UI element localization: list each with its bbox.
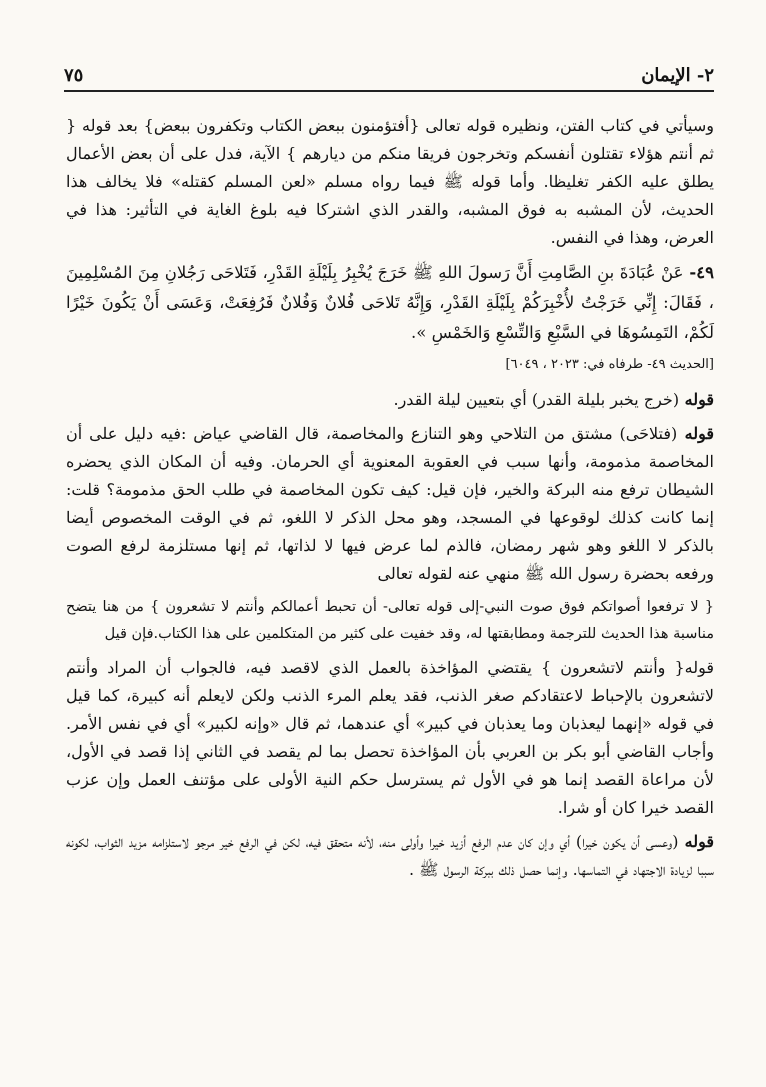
commentary-paragraph: [66, 828, 714, 884]
paragraph-text: عَنْ عُبَادَةَ بنِ الصَّامِتِ أَنَّ رَسولَ اللهِ ﷺ خَرَجَ يُخْبِرُ بِلَيْلَةِ القَدْرِ، فَتَلاحَى رَجُلانِ مِنَ المُسْلِمِينَ ، فَقَالَ: إِنِّي خَرَجْتُ لأُخْبِرَكُمْ بِلَيْلَةِ القَدْرِ، وَإِنَّهُ تَلاحَى فُلانٌ وَفُلانٌ فَرُفِعَتْ، وَعَسَى أَنْ يَكُونَ خَيْرًا لَكُمْ، التَمِسُوهَا في السَّبْعِ وَالتِّسْعِ وَالخَمْسِ ».: [66, 263, 714, 342]
commentary-paragraph: [66, 594, 714, 648]
hadith-reference: [66, 354, 714, 376]
header-rule: [64, 90, 714, 92]
commentary-paragraph: [66, 420, 714, 588]
commentary-paragraph: [66, 112, 714, 252]
paragraph-text: وسيأتي في كتاب الفتن، ونظيره قوله تعالى {أفتؤمنون ببعض الكتاب وتكفرون ببعض} بعد قوله { ثم أنتم هؤلاء تقتلون أنفسكم وتخرجون فريقا منكم من ديارهم } الآية، فدل على أن بعض الأعمال يطلق عليه الكفر تغليظا. وأما قوله ﷺ فيما رواه مسلم «لعن المسلم كقتله» فلا يخالف هذا الحديث، لأن المشبه به فوق المشبه، والقدر الذي اشتركا فيه بلوغ الغاية في التأثير: هذا في العرض، وهذا في النفس.: [66, 116, 714, 247]
page-header: [64, 60, 714, 86]
paragraph-text: { لا ترفعوا أصواتكم فوق صوت النبي-إلى قوله تعالى- أن تحبط أعمالكم وأنتم لا تشعرون } من هنا يتضح مناسبة هذا الحديث للترجمة ومطابقتها له، وقد خفيت على كثير من المتكلمين على هذا الكتاب.فإن قيل: [66, 599, 714, 642]
hadith-text: [66, 258, 714, 348]
commentary-paragraph: [66, 386, 714, 414]
paragraph-lead: ٤٩-: [683, 263, 715, 282]
paragraph-text: (فتلاحَى) مشتق من التلاحي وهو التنازع والمخاصمة، قال القاضي عياض :فيه دليل على أن المخاصمة مذمومة، وأنها سبب في العقوبة المعنوية أي الحرمان. وفيه أن المكان الذي يحضره الشيطان ترفع منه البركة والخير، فإن قيل: كيف تكون المخاصمة في طلب الحق مذمومة؟ قلت: إنما كانت كذلك لوقوعها في المسجد، وهو محل الذكر لا اللغو، ثم في الوقت المخصوص أيضا بالذكر لا اللغو وهو شهر رمضان، فالذم لما عرض فيها لا لذاتها، ثم إنها مستلزمة لرفع الصوت ورفعه بحضرة رسول الله ﷺ منهي عنه لقوله تعالى: [66, 424, 714, 583]
paragraph-text: (وعسى أن يكون خيرا) أي وإن كان عدم الرفع أزيد خيرا وأولى منه، لأنه متحقق فيه، لكن في الرفع خير مرجو لاستلزامه مزيد الثواب، لكونه سببا لزيادة الاجتهاد في التماسها. وإنما حصل ذلك ببركة الرسول ﷺ .: [66, 832, 714, 879]
paragraph-lead: قوله: [679, 390, 714, 409]
paragraph-lead: قوله: [677, 424, 715, 443]
paragraph-text: (خرج يخبر بليلة القدر) أي بتعيين ليلة القدر.: [393, 390, 680, 409]
page-number: ٧٥: [64, 65, 84, 86]
chapter-title: ٢- الإيمان: [641, 65, 714, 86]
page-body: [66, 112, 714, 890]
paragraph-lead: قوله: [678, 832, 714, 851]
commentary-paragraph: [66, 654, 714, 822]
paragraph-text: [الحديث ٤٩- طرفاه في: ٢٠٢٣ ، ٦٠٤٩]: [505, 357, 714, 372]
paragraph-text: قوله{ وأنتم لاتشعرون } يقتضي المؤاخذة بالعمل الذي لاقصد فيه، فالجواب أن المراد وأنتم لاتشعرون بالإحباط لاعتقادكم صغر الذنب، فقد يعلم المرء الذنب ولكن لايعلم أنه كبيرة، كما قيل في قوله «إنهما ليعذبان وما يعذبان في كبير» أي عندهما، ثم قال «وإنه لكبير» أي في نفس الأمر. وأجاب القاضي أبو بكر بن العربي بأن المؤاخذة تحصل بما لم يقصد في الثاني إذا قصد في الأول، لأن مراعاة القصد إنما هو في الأول ثم يسترسل حكم النية الأولى على مؤتنف العمل وإن عزب القصد خيرا كان أو شرا.: [66, 658, 714, 817]
